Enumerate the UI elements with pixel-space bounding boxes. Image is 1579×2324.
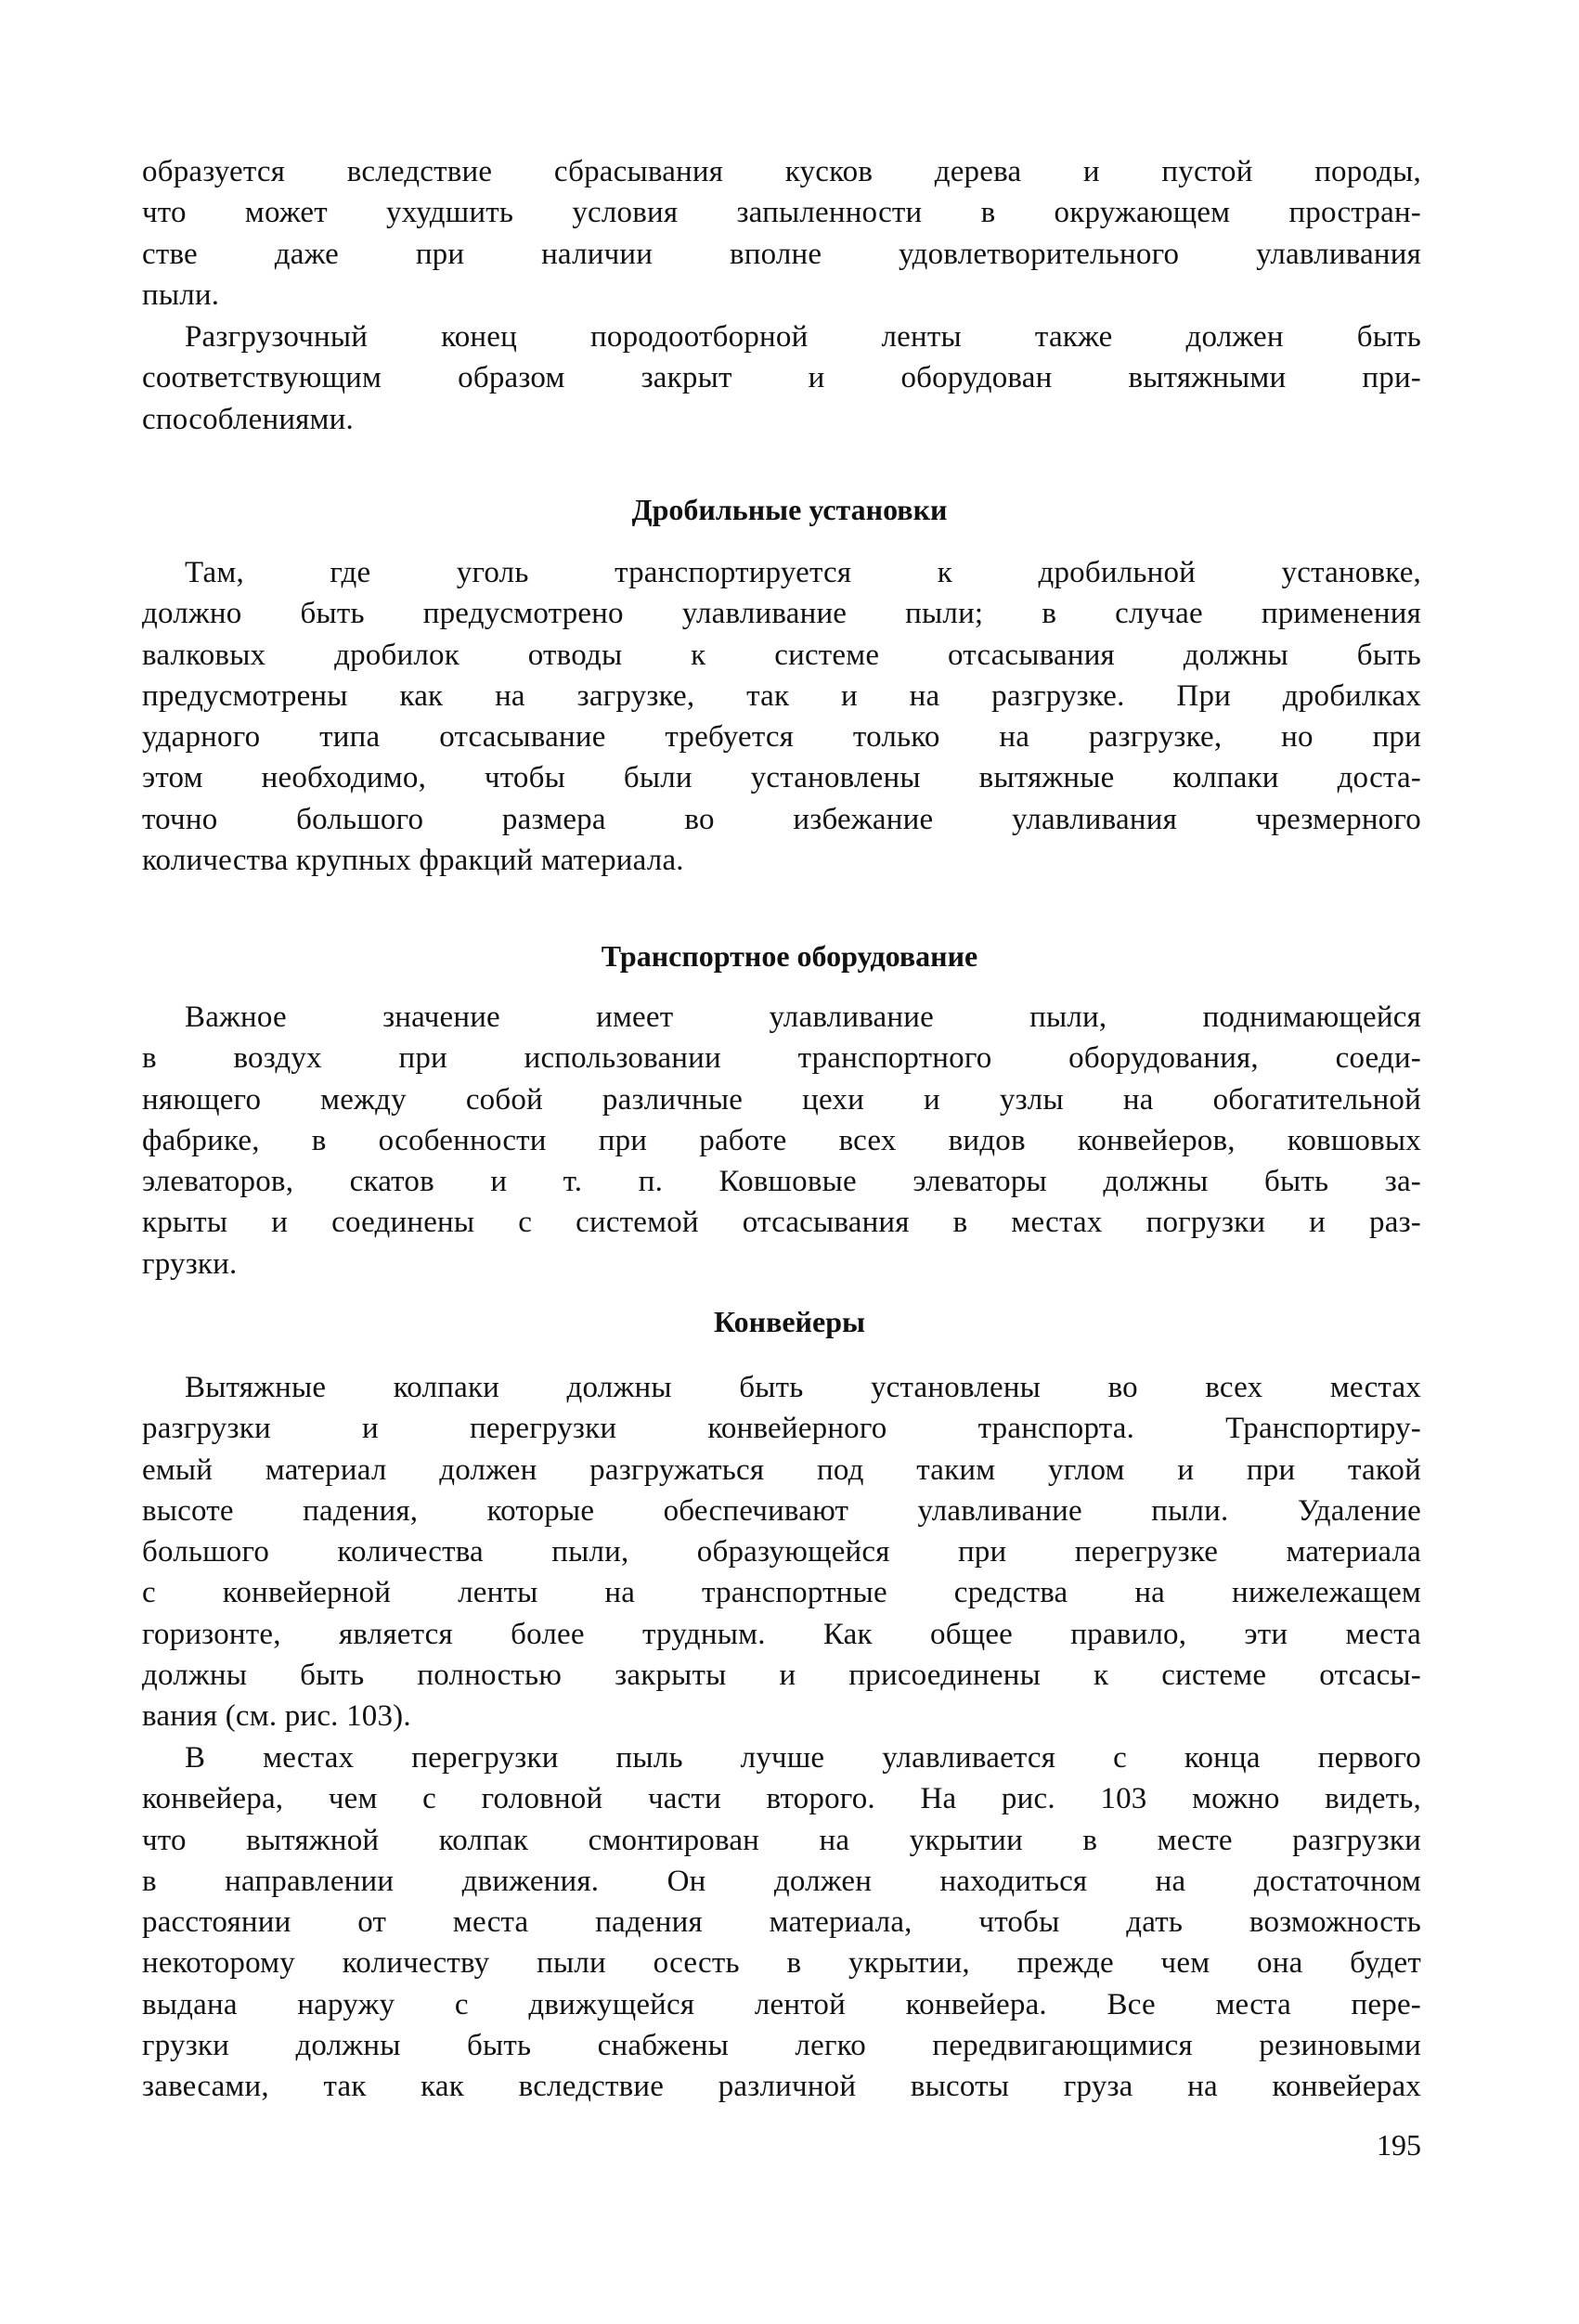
text-line: завесами, так как вследствие различной высоты груза на конвейерах bbox=[142, 2070, 1421, 2104]
text-line: высоте падения, которые обеспечивают улавливание пыли. Удаление bbox=[142, 1493, 1421, 1528]
text-line: в воздух при использовании транспортного оборудования, соеди- bbox=[142, 1041, 1421, 1076]
section-heading-conveyors: Конвейеры bbox=[714, 1305, 865, 1338]
text-line: вания (см. рис. 103). bbox=[142, 1699, 411, 1734]
text-line: Разгрузочный конец породоотборной ленты также должен быть bbox=[185, 320, 1421, 354]
text-line: В местах перегрузки пыль лучше улавливается с конца первого bbox=[185, 1741, 1421, 1775]
text-line: фабрике, в особенности при работе всех видов конвейеров, ковшовых bbox=[142, 1123, 1421, 1157]
section-heading-crushers: Дробильные установки bbox=[631, 493, 948, 526]
page-number: 195 bbox=[1377, 2128, 1421, 2162]
text-line: с конвейерной ленты на транспортные средства на нижележащем bbox=[142, 1576, 1421, 1610]
text-line: что может ухудшить условия запыленности в окружающем простран- bbox=[142, 196, 1421, 230]
text-line: Вытяжные колпаки должны быть установлены во всех местах bbox=[185, 1371, 1421, 1404]
text-line: ударного типа отсасывание требуется только на разгрузке, но при bbox=[142, 720, 1421, 755]
text-line: количества крупных фракций материала. bbox=[142, 844, 684, 878]
paragraph-conveyors bbox=[142, 1367, 1421, 1737]
text-line: емый материал должен разгружаться под таким углом и при такой bbox=[142, 1452, 1421, 1487]
text-line: предусмотрены как на загрузке, так и на разгрузке. При дробилках bbox=[142, 678, 1421, 713]
text-line: выдана наружу с движущейся лентой конвейера. Все места пере- bbox=[142, 1987, 1421, 2021]
text-line: точно большого размера во избежание улавливания чрезмерного bbox=[142, 802, 1421, 836]
paragraph-intro bbox=[142, 151, 1421, 316]
text-line: этом необходимо, чтобы были установлены вытяжные колпаки доста- bbox=[142, 761, 1421, 795]
text-line: должны быть полностью закрыты и присоединены к системе отсасы- bbox=[142, 1659, 1421, 1693]
text-line: валковых дробилок отводы к системе отсасывания должны быть bbox=[142, 638, 1421, 672]
section-heading-transport: Транспортное оборудование bbox=[601, 939, 978, 973]
text-line: способлениями. bbox=[142, 402, 354, 436]
text-line: Там, где уголь транспортируется к дробильной установке, bbox=[185, 556, 1421, 589]
text-line: образуется вследствие сбрасывания кусков дерева и пустой породы, bbox=[142, 155, 1421, 188]
text-line: конвейера, чем с головной части второго. На рис. 103 можно видеть, bbox=[142, 1782, 1421, 1816]
paragraph-transfer-points bbox=[142, 1737, 1421, 2108]
text-line: в направлении движения. Он должен находиться на достаточном bbox=[142, 1864, 1421, 1898]
text-line: элеваторов, скатов и т. п. Ковшовые элеваторы должны быть за- bbox=[142, 1165, 1421, 1199]
text-line: няющего между собой различные цехи и узлы на обогатительной bbox=[142, 1082, 1421, 1117]
paragraph-crushers bbox=[142, 552, 1421, 881]
text-line: грузки должны быть снабжены легко передвигающимися резиновыми bbox=[142, 2029, 1421, 2063]
text-line: разгрузки и перегрузки конвейерного транспорта. Транспортиру- bbox=[142, 1412, 1421, 1446]
text-line: горизонте, является более трудным. Как общее правило, эти места bbox=[142, 1617, 1421, 1651]
text-line: большого количества пыли, образующейся при перегрузке материала bbox=[142, 1535, 1421, 1569]
text-line: пыли. bbox=[142, 278, 220, 312]
text-line: грузки. bbox=[142, 1246, 238, 1281]
paragraph-discharge-end bbox=[142, 316, 1421, 440]
paragraph-transport bbox=[142, 997, 1421, 1285]
text-line: стве даже при наличии вполне удовлетворительного улавливания bbox=[142, 237, 1421, 271]
text-line: соответствующим образом закрыт и оборудован вытяжными при- bbox=[142, 361, 1421, 395]
text-line: Важное значение имеет улавливание пыли, поднимающейся bbox=[185, 1001, 1421, 1034]
text-line: что вытяжной колпак смонтирован на укрытии в месте разгрузки bbox=[142, 1823, 1421, 1857]
text-line: крыты и соединены с системой отсасывания в местах погрузки и раз- bbox=[142, 1206, 1421, 1240]
text-line: расстоянии от места падения материала, чтобы дать возможность bbox=[142, 1905, 1421, 1940]
text-line: некоторому количеству пыли осесть в укрытии, прежде чем она будет bbox=[142, 1946, 1421, 1981]
text-line: должно быть предусмотрено улавливание пыли; в случае применения bbox=[142, 597, 1421, 631]
